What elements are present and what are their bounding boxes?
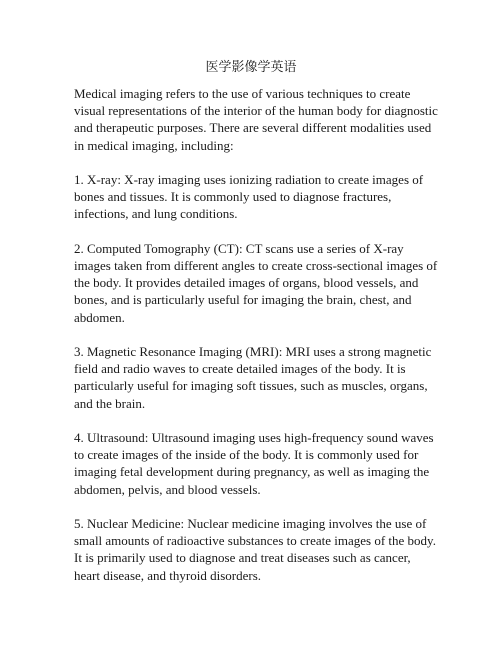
item-xray: 1. X-ray: X-ray imaging uses ionizing radiation to create images of bones and tissues. It is commonly used to diagnose fractures, infections, and lung conditions. [74, 172, 424, 222]
item-nuclear-medicine: 5. Nuclear Medicine: Nuclear medicine imaging involves the use of small amounts of radioactive substances to create images of the body. It is primarily used to diagnose and treat diseases such as cancer, heart disease, and thyroid disorders. [74, 516, 436, 583]
intro-paragraph: Medical imaging refers to the use of various techniques to create visual representations of the interior of the human body for diagnostic and therapeutic purposes. There are several different modalities used in medical imaging, including: [74, 86, 438, 153]
document-body [74, 85, 438, 601]
item-ct: 2. Computed Tomography (CT): CT scans use a series of X-ray images taken from different angles to create cross-sectional images of the body. It provides detailed images of organs, blood vessels, and bones, and is particularly useful for imaging the brain, chest, and abdomen. [74, 240, 438, 325]
item-ultrasound: 4. Ultrasound: Ultrasound imaging uses high-frequency sound waves to create images of the inside of the body. It is commonly used for imaging fetal development during pregnancy, as well as imaging the abdomen, pelvis, and blood vessels. [74, 430, 434, 497]
document-title: 医学影像学英语 [205, 60, 297, 75]
item-mri: 3. Magnetic Resonance Imaging (MRI): MRI uses a strong magnetic field and radio waves to create detailed images of the body. It is particularly useful for imaging soft tissues, such as muscles, organs, and the brain. [74, 344, 432, 411]
